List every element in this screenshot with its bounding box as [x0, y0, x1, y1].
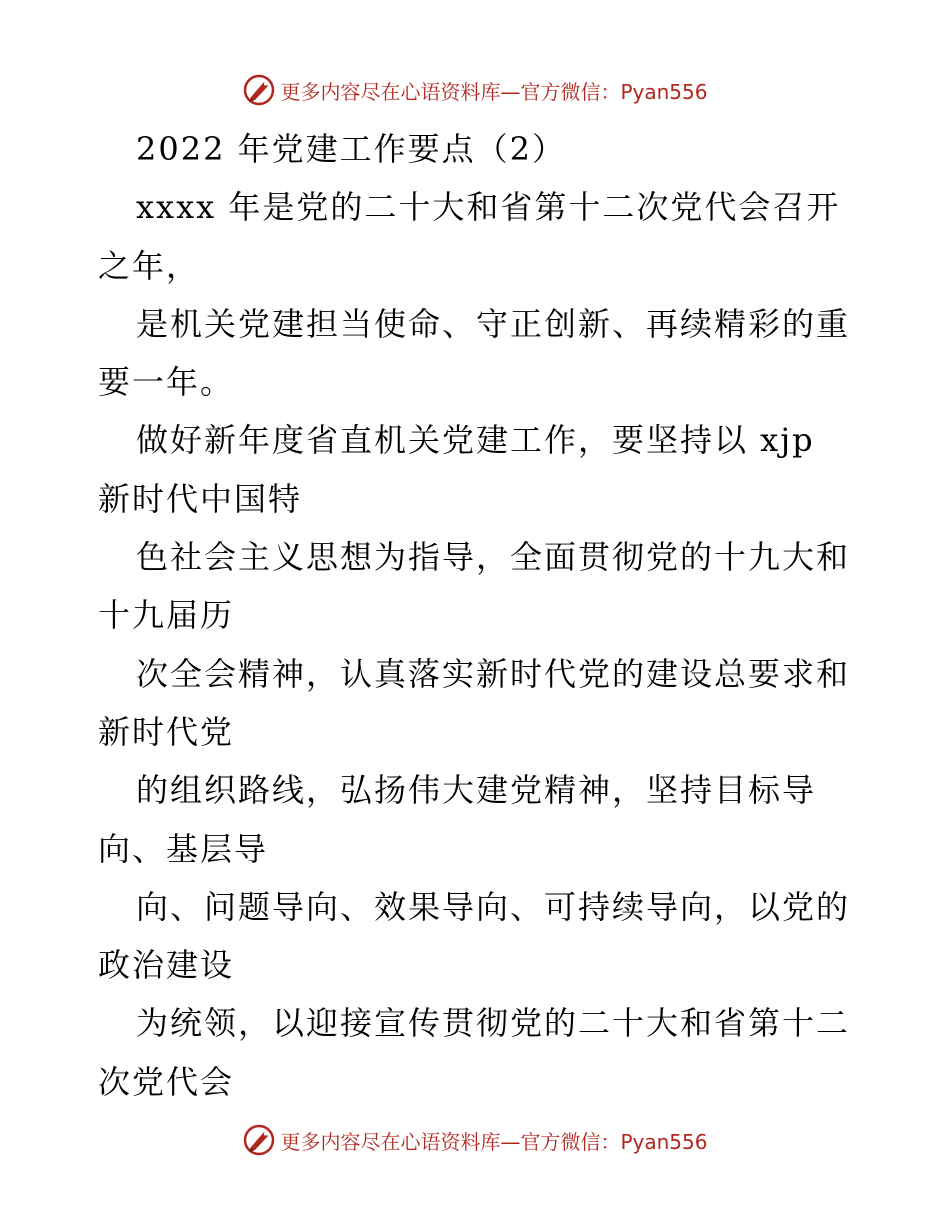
header-banner: [0, 70, 950, 110]
paragraph-line: 政治建设: [98, 946, 235, 985]
document-title: 2022 年党建工作要点（2）: [136, 130, 566, 168]
pen-seal-icon: [242, 1123, 276, 1157]
paragraph-line: 要一年。: [98, 363, 235, 402]
paragraph-line: 做好新年度省直机关党建工作，要坚持以 xjp: [136, 421, 815, 460]
paragraph-line: 向、基层导: [98, 829, 269, 868]
paragraph-line: 次全会精神，认真落实新时代党的建设总要求和: [136, 654, 851, 693]
paragraph-line: 的组织路线，弘扬伟大建党精神，坚持目标导: [136, 771, 817, 810]
paragraph-line: 次党代会: [98, 1062, 235, 1101]
paragraph-line: 为统领，以迎接宣传贯彻党的二十大和省第十二: [136, 1004, 851, 1043]
paragraph-line: 新时代党: [98, 712, 235, 751]
pen-seal-icon: [242, 73, 276, 107]
paragraph-line: 十九届历: [98, 596, 235, 635]
header-banner-text: 更多内容尽在心语资料库—官方微信：Pyan556: [280, 79, 708, 104]
footer-banner-text: 更多内容尽在心语资料库—官方微信：Pyan556: [280, 1129, 708, 1154]
paragraph-line: 向、问题导向、效果导向、可持续导向，以党的: [136, 887, 851, 926]
document-body: [98, 120, 858, 1111]
paragraph-line: xxxx 年是党的二十大和省第十二次党代会召开: [136, 188, 841, 227]
paragraph-line: 是机关党建担当使命、守正创新、再续精彩的重: [136, 304, 851, 343]
paragraph-line: 新时代中国特: [98, 479, 303, 518]
paragraph-line: 之年，: [98, 246, 201, 285]
paragraph-line: 色社会主义思想为指导，全面贯彻党的十九大和: [136, 538, 851, 577]
footer-banner: [0, 1120, 950, 1160]
